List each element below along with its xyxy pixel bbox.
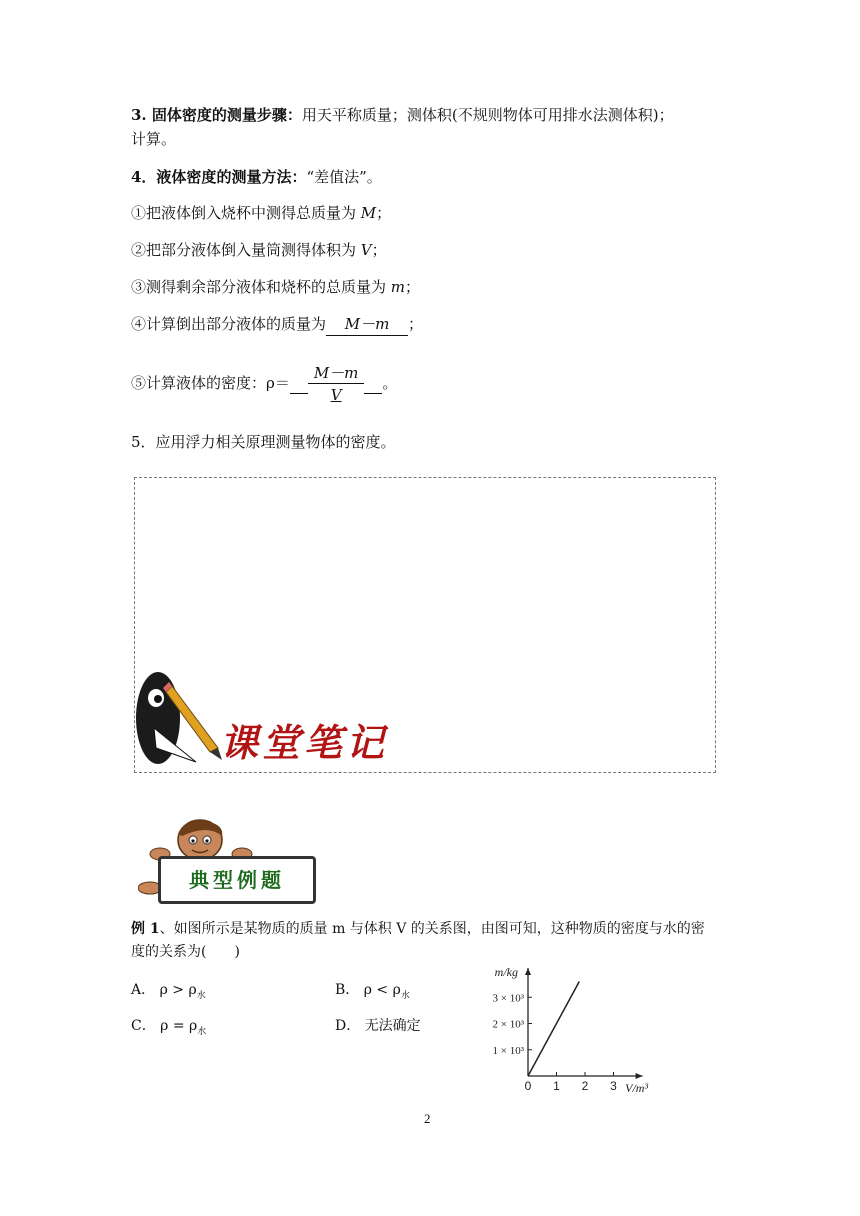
example1-label: 例 1 bbox=[131, 921, 160, 937]
option-a[interactable] bbox=[131, 980, 206, 1006]
penguin-pencil-icon bbox=[136, 668, 226, 768]
option-d[interactable] bbox=[335, 1016, 421, 1036]
y-tick-label: 2 × 10³ bbox=[492, 1018, 524, 1031]
x-tick-label: 3 bbox=[610, 1079, 617, 1093]
option-a-letter: A． bbox=[131, 982, 156, 998]
option-c[interactable] bbox=[131, 1016, 206, 1042]
option-c-text: ρ = ρ bbox=[160, 1018, 198, 1034]
example1-line2 bbox=[131, 941, 240, 963]
x-tick-label: 0 bbox=[524, 1079, 532, 1093]
example-banner bbox=[138, 818, 318, 906]
step-5-end: 。 bbox=[382, 374, 398, 392]
x-tick-label: 1 bbox=[553, 1079, 560, 1093]
step-4-answer: M－m bbox=[326, 313, 408, 336]
step-5-blank-left bbox=[290, 393, 308, 394]
step-3-end: ； bbox=[405, 278, 421, 296]
item4-line bbox=[131, 166, 382, 188]
step-1 bbox=[131, 202, 391, 224]
item5-text: 5．应用浮力相关原理测量物体的密度。 bbox=[131, 433, 396, 451]
step-5 bbox=[131, 361, 397, 406]
item3-label: 3. 固体密度的测量步骤： bbox=[131, 106, 302, 124]
step-5-text: ⑤计算液体的密度：ρ＝ bbox=[131, 374, 290, 392]
step-5-numerator: M－m bbox=[308, 363, 365, 384]
series-line bbox=[528, 982, 579, 1077]
page-number: 2 bbox=[424, 1111, 431, 1126]
option-b-text: ρ < ρ bbox=[363, 982, 401, 998]
x-axis-label: V/m³ bbox=[625, 1081, 649, 1095]
example1-text: 、如图所示是某物质的质量 m 与体积 V 的关系图，由图可知，这种物质的密度与水的密 bbox=[159, 921, 705, 937]
step-3-text: ③测得剩余部分液体和烧杯的总质量为 bbox=[131, 278, 391, 296]
item3-text: 用天平称质量；测体积(不规则物体可用排水法测体积)； bbox=[301, 106, 674, 124]
step-1-text: ①把液体倒入烧杯中测得总质量为 bbox=[131, 204, 361, 222]
option-b[interactable] bbox=[335, 980, 410, 1006]
option-a-sub: 水 bbox=[196, 990, 206, 1001]
option-a-text: ρ > ρ bbox=[159, 982, 197, 998]
step-1-var: M bbox=[360, 204, 377, 222]
y-axis-label: m/kg bbox=[494, 965, 518, 979]
step-5-fraction bbox=[308, 363, 365, 406]
x-axis-arrow bbox=[636, 1073, 643, 1079]
step-5-blank-right bbox=[364, 393, 382, 394]
y-tick-label: 1 × 10³ bbox=[492, 1044, 524, 1057]
step-1-end: ； bbox=[376, 204, 392, 222]
item4-label: 4．液体密度的测量方法： bbox=[131, 168, 307, 186]
y-axis-arrow bbox=[525, 968, 531, 975]
item4-text: “差值法”。 bbox=[306, 168, 382, 186]
option-d-letter: D． bbox=[335, 1018, 361, 1034]
step-3-var: m bbox=[390, 278, 406, 296]
step-5-denominator: V bbox=[330, 385, 342, 404]
step-2-var: V bbox=[360, 241, 372, 259]
item5-line bbox=[131, 431, 396, 453]
item3-line2 bbox=[131, 128, 176, 150]
option-d-text: 无法确定 bbox=[364, 1018, 421, 1034]
option-b-letter: B． bbox=[335, 982, 360, 998]
step-4-end: ； bbox=[408, 315, 424, 333]
example1-line1 bbox=[131, 918, 705, 940]
mass-volume-chart bbox=[470, 962, 680, 1098]
item3-line1 bbox=[131, 104, 674, 126]
option-c-letter: C． bbox=[131, 1018, 156, 1034]
step-4-text: ④计算倒出部分液体的质量为 bbox=[131, 315, 327, 333]
step-2-end: ； bbox=[371, 241, 387, 259]
step-3 bbox=[131, 276, 420, 298]
option-c-sub: 水 bbox=[197, 1026, 207, 1037]
notes-title: 课堂笔记 bbox=[220, 720, 389, 765]
option-b-sub: 水 bbox=[400, 990, 410, 1001]
step-2 bbox=[131, 239, 387, 261]
y-tick-label: 3 × 10³ bbox=[492, 992, 524, 1005]
step-2-text: ②把部分液体倒入量筒测得体积为 bbox=[131, 241, 361, 259]
step-4 bbox=[131, 313, 423, 336]
x-tick-label: 2 bbox=[581, 1079, 589, 1093]
example1-text2: 度的关系为( ) bbox=[131, 944, 240, 960]
example-sign: 典型例题 bbox=[158, 856, 316, 904]
item3-text2: 计算。 bbox=[131, 130, 177, 148]
